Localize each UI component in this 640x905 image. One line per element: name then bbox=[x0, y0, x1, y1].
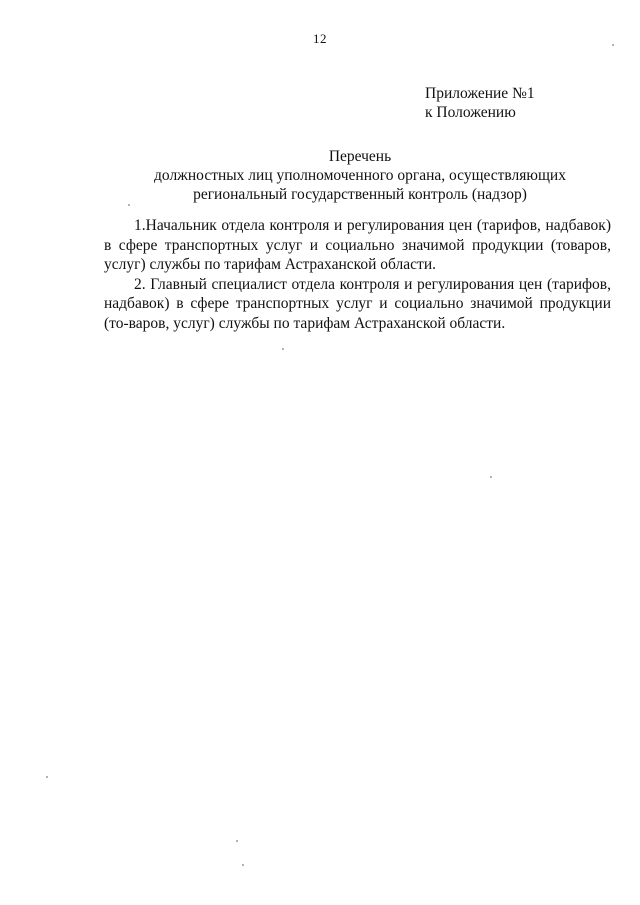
heading-title: Перечень bbox=[328, 148, 392, 165]
list-item: 2. Главный специалист отдела контроля и регулирования цен (тарифов, надбавок) в сфере транспортных услуг и социально значимой продукции (то-варов, услуг) службы по тарифам Астраханской области. bbox=[104, 275, 611, 332]
scan-speck bbox=[128, 204, 130, 206]
heading-subtitle-line-1: должностных лиц уполномоченного органа, осуществляющих bbox=[154, 167, 566, 184]
list-item: 1.Начальник отдела контроля и регулирования цен (тарифов, надбавок) в сфере транспортных услуг и социально значимой продукции (товаров, услуг) службы по тарифам Астраханской области. bbox=[104, 217, 611, 273]
appendix-block bbox=[425, 84, 535, 122]
appendix-reference: к Положению bbox=[425, 104, 516, 121]
scan-speck bbox=[242, 864, 244, 866]
appendix-title: Приложение №1 bbox=[425, 85, 535, 102]
officials-list bbox=[104, 216, 611, 333]
page-number: 12 bbox=[313, 31, 327, 46]
scan-speck bbox=[612, 44, 614, 46]
scan-speck bbox=[236, 840, 238, 842]
document-heading bbox=[100, 147, 620, 204]
heading-subtitle-line-2: региональный государственный контроль (надзор) bbox=[193, 186, 527, 203]
scan-speck bbox=[46, 776, 48, 778]
scan-speck bbox=[282, 348, 284, 350]
scan-speck bbox=[490, 476, 492, 478]
